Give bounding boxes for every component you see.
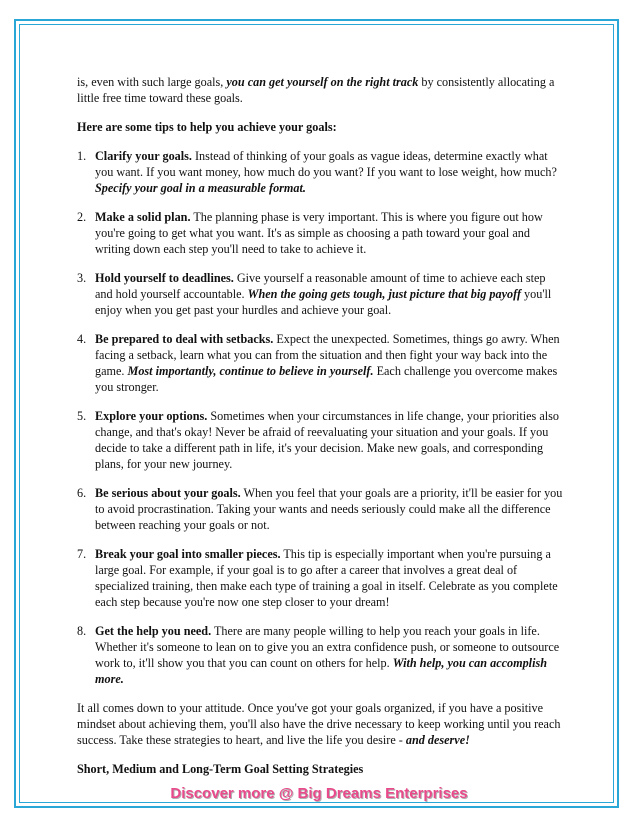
tips-heading: Here are some tips to help you achieve your goals: — [77, 120, 337, 134]
tip-number: 8. — [77, 624, 87, 638]
tip-item — [77, 408, 564, 472]
tip-emphasis: With help, you can accomplish more. — [95, 656, 547, 686]
tip-body: Expect the unexpected. Sometimes, things go awry. When facing a setback, learn what you can from the situation and then fight your way back into the game. — [95, 332, 560, 378]
tip-number: 7. — [77, 547, 87, 561]
tip-number: 2. — [77, 210, 87, 224]
tip-emphasis: When the going gets tough, just picture that big payoff — [247, 287, 521, 301]
tip-body-end: you'll enjoy when you get past your hurdles and achieve your goal. — [95, 287, 552, 317]
tip-title: Be serious about your goals. — [95, 486, 241, 500]
tip-body: Sometimes when your circumstances in life change, your priorities also change, and that's okay! Never be afraid of reevaluating your situation and your goals. If you decide to take a different path in life, it's your decision. Make new goals, and corresponding plans, for your new journey. — [95, 409, 559, 471]
tip-emphasis: Specify your goal in a measurable format. — [95, 181, 306, 195]
tip-item — [77, 270, 564, 318]
tip-body: The planning phase is very important. This is where you figure out how you're going to get what you want. It's as simple as choosing a path toward your goal and writing down each step you'll need to take to achieve it. — [95, 210, 543, 256]
tip-title: Get the help you need. — [95, 624, 212, 638]
tip-item — [77, 331, 564, 395]
tip-body: When you feel that your goals are a priority, it'll be easier for you to avoid procrastination. Taking your wants and needs seriously could make all the difference between reaching your goals or not. — [95, 486, 563, 532]
footer-link[interactable]: Discover more @ Big Dreams Enterprises — [170, 785, 468, 802]
section-heading: Short, Medium and Long-Term Goal Setting Strategies — [77, 762, 364, 776]
tip-title: Be prepared to deal with setbacks. — [95, 332, 274, 346]
tip-body: There are many people willing to help you reach your goals in life. Whether it's someone to lean on to give you an extra confidence push, or someone to outsource work to, it'll show you that you can count on others for help. — [95, 624, 560, 670]
tip-title: Explore your options. — [95, 409, 208, 423]
tip-item — [77, 623, 564, 687]
tip-title: Hold yourself to deadlines. — [95, 271, 234, 285]
tip-title: Clarify your goals. — [95, 149, 192, 163]
intro-paragraph: is, even with such large goals, you can get yourself on the right track by consistently allocating a little free time toward these goals. — [77, 75, 555, 105]
tip-number: 1. — [77, 149, 87, 163]
tip-body: Give yourself a reasonable amount of time to achieve each step and hold yourself accountable. — [95, 271, 546, 301]
tip-emphasis: Most importantly, continue to believe in yourself. — [127, 364, 374, 378]
tip-body-end: Each challenge you overcome makes you stronger. — [95, 364, 558, 394]
tip-number: 5. — [77, 409, 87, 423]
tips-list — [77, 148, 564, 687]
tip-item — [77, 209, 564, 257]
tip-title: Make a solid plan. — [95, 210, 191, 224]
tip-number: 4. — [77, 332, 87, 346]
tip-number: 6. — [77, 486, 87, 500]
tip-title: Break your goal into smaller pieces. — [95, 547, 281, 561]
tip-item — [77, 148, 564, 196]
document-body — [77, 74, 564, 777]
tip-item — [77, 485, 564, 533]
intro-emphasis: you can get yourself on the right track — [226, 75, 419, 89]
tip-number: 3. — [77, 271, 87, 285]
closing-emphasis: and deserve! — [405, 733, 470, 747]
tip-body: Instead of thinking of your goals as vague ideas, determine exactly what you want. If you want money, how much do you want? If you want to lose weight, how much? — [95, 149, 557, 179]
tip-body: This tip is especially important when you're pursuing a large goal. For example, if your goal is to go after a career that involves a great deal of specialized training, then make each type of training a goal in itself. Celebrate as you complete each step because you're now one step closer to your dream! — [95, 547, 558, 609]
closing-paragraph: It all comes down to your attitude. Once you've got your goals organized, if you have a positive mindset about achieving them, you'll also have the drive necessary to keep working until you reach success. Take these strategies to heart, and live the life you desire - and deserve! — [77, 701, 561, 747]
tip-item — [77, 546, 564, 610]
